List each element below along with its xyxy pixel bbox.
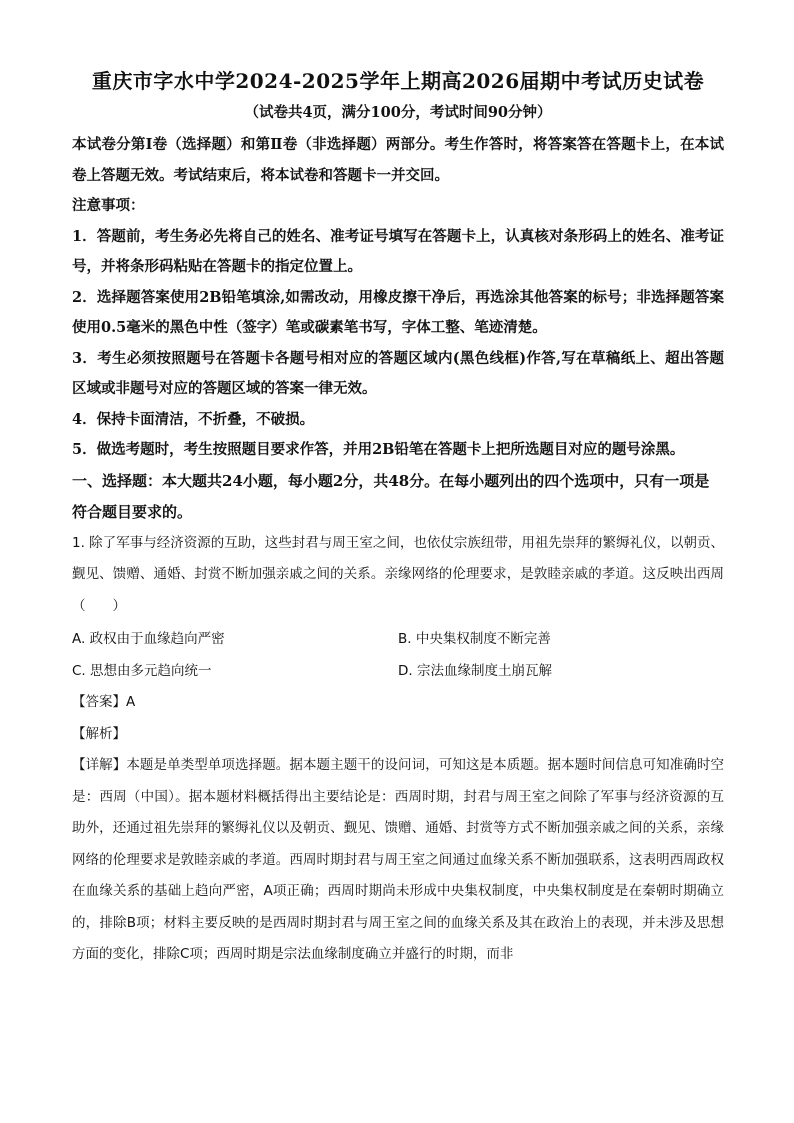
question-options	[72, 624, 724, 687]
note-item-1: 1．答题前，考生务必先将自己的姓名、准考证号填写在答题卡上，认真核对条形码上的姓名、准考证号，并将条形码粘贴在答题卡的指定位置上。	[72, 227, 724, 275]
option-d: D. 宗法血缘制度土崩瓦解	[398, 662, 552, 679]
note-item-2: 2．选择题答案使用2B铅笔填涂,如需改动，用橡皮擦干净后，再选涂其他答案的标号；非选择题答案使用0.5毫米的黑色中性（签字）笔或碳素笔书写，字体工整、笔迹清楚。	[72, 288, 724, 336]
exam-page	[72, 66, 724, 971]
analysis-detail: 【详解】本题是单类型单项选择题。据本题主题干的设问词，可知这是本质题。据本题时间信息可知准确时空是：西周（中国）。据本题材料概括得出主要结论是：西周时期，封君与周王室之间除了军事与经济资源的互助外，还通过祖先崇拜的繁缛礼仪以及朝贡、觐见、馈赠、通婚、封赏等方式不断加强亲戚之间的关系，亲缘网络的伦理要求是敦睦亲戚的孝道。西周时期封君与周王室之间通过血缘关系不断加强联系，这表明西周政权在血缘关系的基础上趋向严密，A项正确；西周时期尚未形成中央集权制度，中央集权制度是在秦朝时期确立的，排除B项；材料主要反映的是西周时期封君与周王室之间的血缘关系及其在政治上的表现，并未涉及思想方面的变化，排除C项；西周时期是宗法血缘制度确立并盛行的时期，而非	[72, 757, 724, 962]
option-c: C. 思想由多元趋向统一	[72, 662, 212, 679]
exam-intro: 本试卷分第Ⅰ卷（选择题）和第Ⅱ卷（非选择题）两部分。考生作答时，将答案答在答题卡上，在本试卷上答题无效。考试结束后，将本试卷和答题卡一并交回。	[72, 136, 724, 184]
question-stem: 1. 除了军事与经济资源的互助，这些封君与周王室之间，也依仗宗族纽带，用祖先崇拜的繁缛礼仪，以朝贡、觐见、馈赠、通婚、封赏不断加强亲戚之间的关系。亲缘网络的伦理要求，是敦睦亲戚的孝道。这反映出西周（ ）	[72, 534, 724, 614]
section-heading-choice: 一、选择题：本大题共24小题，每小题2分，共48分。在每小题列出的四个选项中，只有一项是符合题目要求的。	[72, 471, 710, 521]
note-item-4: 4．保持卡面清洁，不折叠，不破损。	[72, 410, 315, 428]
question-1	[72, 528, 724, 971]
option-a: A. 政权由于血缘趋向严密	[72, 631, 225, 647]
notes-heading: 注意事项：	[72, 197, 145, 214]
exam-title: 重庆市字水中学2024-2025学年上期高2026届期中考试历史试卷	[91, 69, 705, 93]
note-item-3: 3．考生必须按照题号在答题卡各题号相对应的答题区域内(黑色线框)作答,写在草稿纸上、超出答题区域或非题号对应的答题区域的答案一律无效。	[72, 349, 724, 397]
analysis-label: 【解析】	[72, 725, 126, 742]
answer-line: 【答案】A	[72, 694, 136, 710]
exam-subtitle: （试卷共4页，满分100分，考试时间90分钟）	[244, 104, 552, 121]
option-b: B. 中央集权制度不断完善	[398, 631, 551, 647]
note-item-5: 5．做选考题时，考生按照题目要求作答，并用2B铅笔在答题卡上把所选题目对应的题号涂黑。	[72, 441, 685, 458]
